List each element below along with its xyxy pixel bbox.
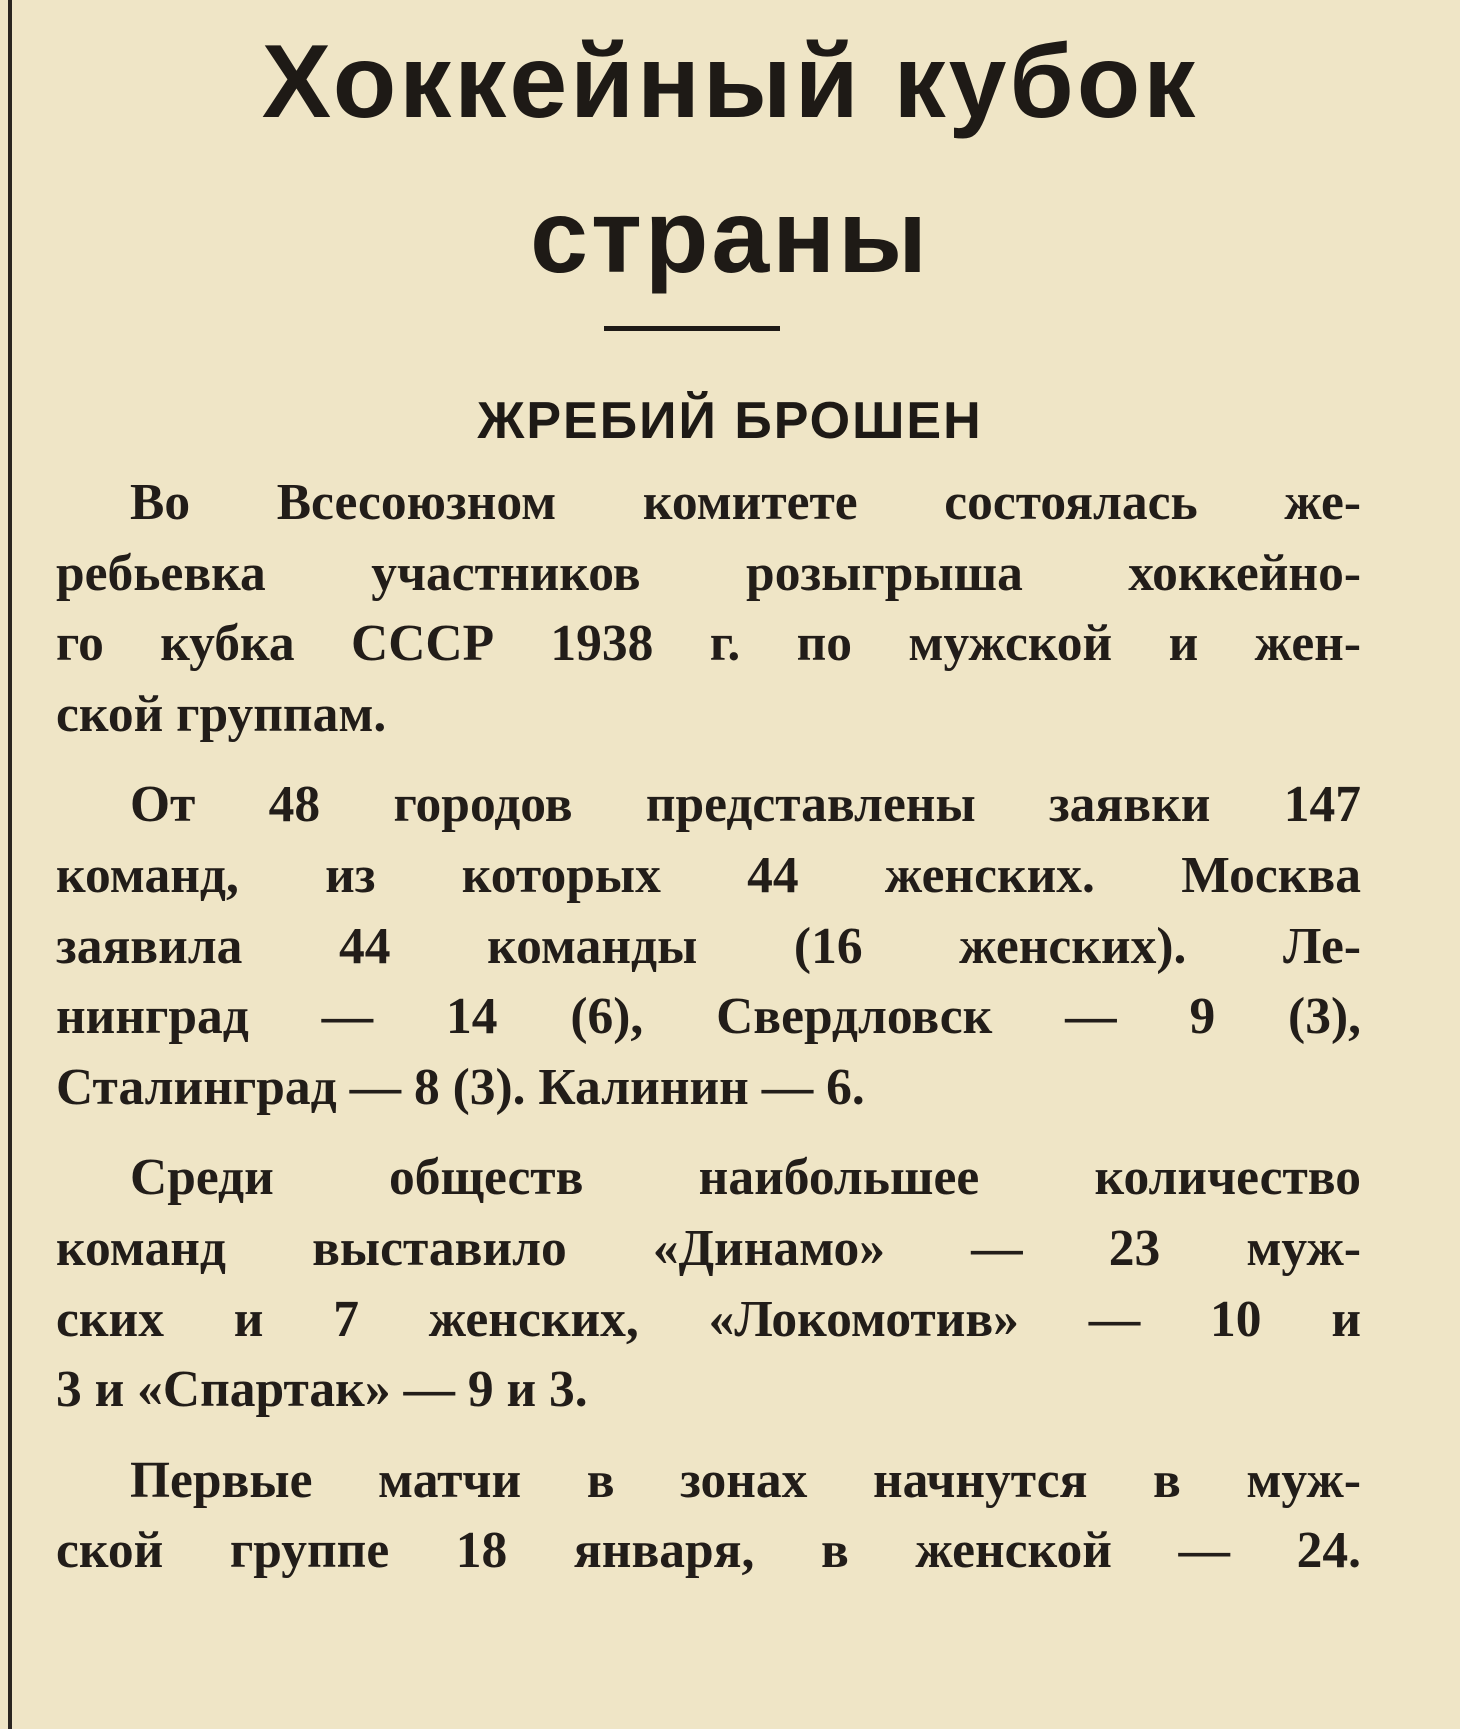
text-line: ских и 7 женских, «Локомотив» — 10 и xyxy=(56,1290,1361,1348)
text-line: го кубка СССР 1938 г. по мужской и жен- xyxy=(56,615,1361,673)
text-line: Среди обществ наибольшее количество xyxy=(130,1149,1361,1207)
headline-line-1: Хоккейный кубок xyxy=(261,24,1199,140)
paragraph-3 xyxy=(56,1143,1361,1425)
text-line: Первые матчи в зонах начнутся в муж- xyxy=(130,1451,1361,1509)
text-line: нинград — 14 (6), Свердловск — 9 (3), xyxy=(56,988,1361,1046)
text-line: команд выставило «Динамо» — 23 муж- xyxy=(56,1219,1361,1277)
subheadline: ЖРЕБИЙ БРОШЕН xyxy=(477,392,983,450)
text-line: От 48 городов представлены заявки 147 xyxy=(130,776,1361,834)
text-line: 3 и «Спартак» — 9 и 3. xyxy=(56,1361,588,1419)
headline-line-2: страны xyxy=(530,179,930,295)
paragraph-2 xyxy=(56,770,1361,1123)
article-body xyxy=(56,468,1361,1607)
text-line: ской группам. xyxy=(56,685,387,743)
paragraph-4 xyxy=(56,1446,1361,1587)
text-line: ребьевка участников розыгрыша хоккейно- xyxy=(56,544,1361,602)
text-line: заявила 44 команды (16 женских). Ле- xyxy=(56,917,1361,975)
paragraph-1 xyxy=(56,468,1361,750)
text-line: Сталинград — 8 (3). Калинин — 6. xyxy=(56,1058,865,1116)
text-line: команд, из которых 44 женских. Москва xyxy=(56,846,1361,904)
text-line: Во Всесоюзном комитете состоялась же- xyxy=(130,474,1361,531)
text-line: ской группе 18 января, в женской — 24. xyxy=(56,1522,1361,1580)
headline-rule xyxy=(604,326,780,331)
